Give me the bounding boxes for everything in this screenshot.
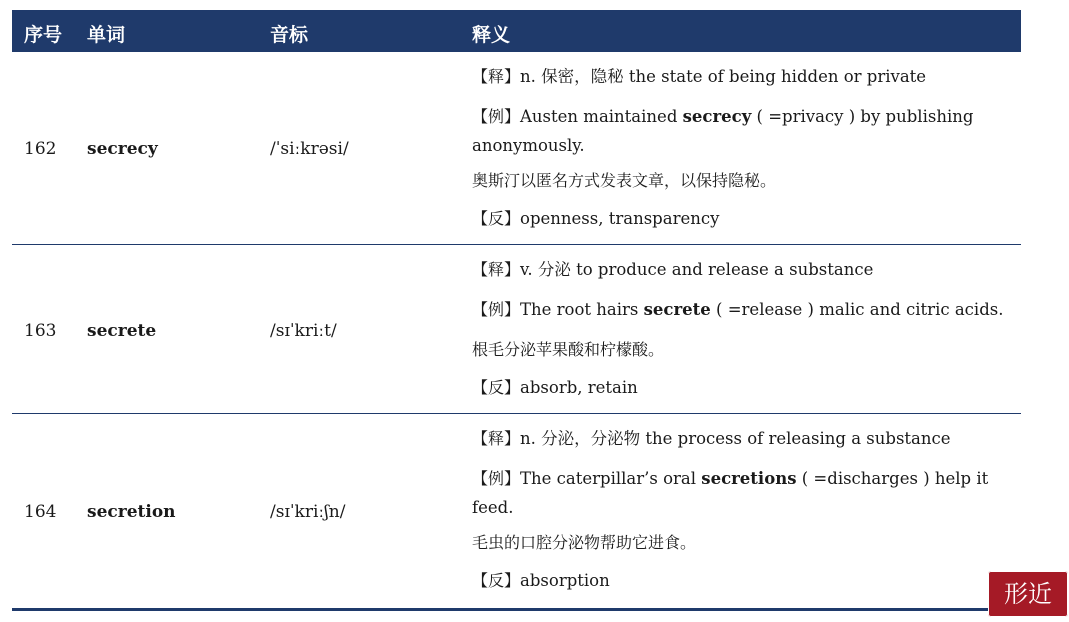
antonym-tag: 【反】 [472, 571, 521, 590]
antonym-tag: 【反】 [472, 209, 521, 228]
row-phonetic: /ˈsiːkrəsi/ [270, 139, 349, 159]
table-row [12, 245, 1021, 414]
example-tag: 【例】 [472, 469, 521, 488]
example-translation: 奥斯汀以匿名方式发表文章，以保持隐秘。 [472, 171, 777, 190]
def-text: n. 保密，隐秘 the state of being hidden or private [520, 67, 927, 86]
header-phonetic: 音标 [270, 24, 309, 46]
row-definition [472, 255, 1017, 402]
row-num: 162 [24, 139, 57, 159]
row-word: secrete [87, 321, 157, 341]
def-text: v. 分泌 to produce and release a substance [520, 260, 874, 279]
example-keyword: secretions [701, 469, 797, 488]
table-row [12, 414, 1021, 611]
example-post: ( =privacy ) by publishing anonymously. [472, 107, 974, 155]
row-phonetic: /sɪˈkriːt/ [270, 321, 337, 341]
example-tag: 【例】 [472, 300, 521, 319]
table-row [12, 52, 1021, 245]
example-pre: Austen maintained [520, 107, 683, 126]
header-word: 单词 [87, 24, 126, 46]
row-num: 164 [24, 502, 57, 522]
example-post: ( =release ) malic and citric acids. [710, 300, 1004, 319]
example-keyword: secrete [643, 300, 711, 319]
def-tag: 【释】 [472, 67, 521, 86]
antonym-text: openness, transparency [520, 209, 720, 228]
table-header [12, 10, 1021, 52]
row-phonetic: /sɪˈkriːʃn/ [270, 502, 346, 522]
row-word: secretion [87, 502, 176, 522]
antonym-text: absorption [520, 571, 610, 590]
vocabulary-table [12, 10, 1021, 611]
antonym-text: absorb, retain [520, 378, 638, 397]
row-num: 163 [24, 321, 57, 341]
example-post: ( =discharges ) help it feed. [472, 469, 989, 517]
def-text: n. 分泌，分泌物 the process of releasing a substance [520, 429, 951, 448]
row-definition [472, 424, 1017, 595]
header-num: 序号 [24, 24, 63, 46]
antonym-tag: 【反】 [472, 378, 521, 397]
example-translation: 毛虫的口腔分泌物帮助它进食。 [472, 533, 697, 552]
similar-form-badge[interactable]: 形近 [988, 571, 1068, 617]
example-pre: The caterpillar’s oral [520, 469, 702, 488]
def-tag: 【释】 [472, 429, 521, 448]
row-definition [472, 62, 1017, 233]
row-word: secrecy [87, 139, 158, 159]
def-tag: 【释】 [472, 260, 521, 279]
example-translation: 根毛分泌苹果酸和柠檬酸。 [472, 340, 665, 359]
example-keyword: secrecy [682, 107, 752, 126]
example-pre: The root hairs [520, 300, 644, 319]
example-tag: 【例】 [472, 107, 521, 126]
header-definition: 释义 [472, 24, 511, 46]
